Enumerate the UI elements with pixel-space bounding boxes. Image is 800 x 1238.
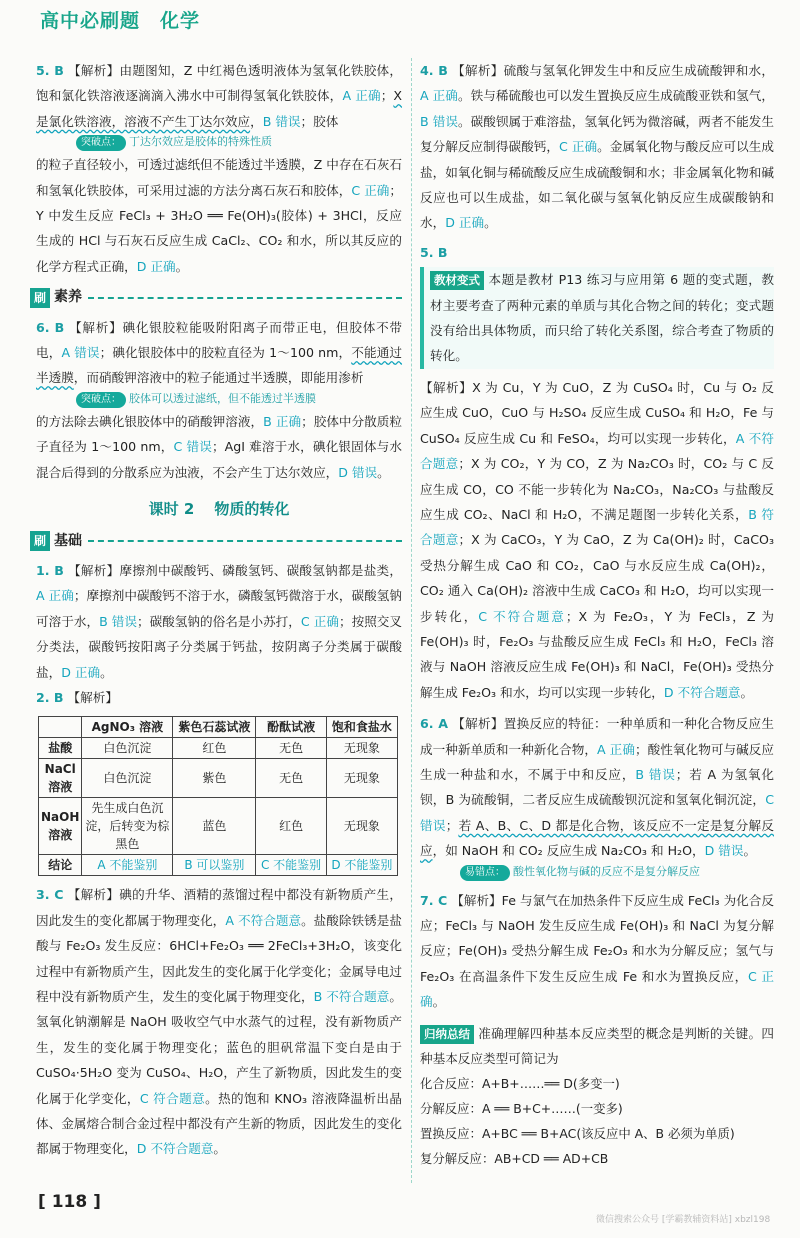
page-number: [ 118 ] xyxy=(38,1192,101,1212)
summary-box: 归纳总结 准确理解四种基本反应类型的概念是判断的关键。四种基本反应类型可简记为 化合反应：A+B+……══ D(多变一) 分解反应：A ══ B+C+……(一变多) 置换反应：A+BC ══ B+AC(该反应中 A、B 必须为单质) 复分解反应：AB+CD ══ AD+CB xyxy=(420,1021,774,1172)
answer-3: 3. C 【解析】碘的升华、酒精的蒸馏过程中都没有新物质产生，因此发生的变化都属于物理变化，A 不符合题意。盐酸除铁锈是盐酸与 Fe₂O₃ 发生反应：6HCl+Fe₂O₃ ══ 2FeCl₃+3H₂O，该变化过程中有新物质产生，因此发生的变化属于化学变化；金属导电过程中没有新物质产生，发生的变化属于物理变化，B 不符合题意。氢氧化钠潮解是 NaOH 吸收空气中水蒸气的过程，没有新物质产生，发生的变化属于物理变化；蓝色的胆矾常温下变白是由于 CuSO₄·5H₂O 变为 CuSO₄、H₂O，产生了新物质，因此发生的变化属于化学变化，C 符合题意。热的饱和 KNO₃ 溶液降温析出晶体、金属熔合制合金过程中都没有产生新的物质，因此发生的变化都属于物理变化，D 不符合题意。 xyxy=(36,887,403,1157)
lesson-title: 课时 2 物质的转化 xyxy=(148,500,290,519)
watermark: 微信搜索公众号 [学霸教辅资料站] xbzl198 xyxy=(596,1215,771,1225)
textbook-variant-box: 教材变式 本题是教材 P13 练习与应用第 6 题的变式题，教材主要考查了两种元素的单质与其化合物之间的转化；变式题没有给出具体物质，而只给了转化关系图，综合考查了物质的转化。 xyxy=(420,267,774,369)
table-row: NaOH 溶液 先生成白色沉淀，后转变为棕黑色 蓝色 红色 无现象 xyxy=(39,798,398,855)
answer-6-right: 6. A 【解析】置换反应的特征：一种单质和一种化合物反应生成一种新单质和一种新化合物，A 正确；酸性氧化物可与碱反应生成一种盐和水，不属于中和反应，B 错误；若 A 为氢氧化钡，B 为硫酸铜，二者反应生成硫酸钡沉淀和氢氧化铜沉淀，C 错误；若 A、B、C、D 都是化合物，该反应不一定是复分解反应，如 NaOH 和 CO₂ 反应生成 Na₂CO₃ 和 H₂O，D 错误。 易错点： 酸性氧化物与碱的反应不是复分解反应 xyxy=(420,711,774,881)
left-column xyxy=(36,58,402,1162)
answer-6: 6. B 【解析】碘化银胶粒能吸附阳离子而带正电，但胶体不带电，A 错误；碘化银胶体中的胶粒直径为 1～100 nm，不能通过半透膜，而硝酸钾溶液中的粒子能通过半透膜，即能用渗析 突破点： 胶体可以透过滤纸，但不能透过半透膜 的方法除去碘化银胶体中的硝酸钾溶液，B 正确；胶体中分散质粒子直径为 1～100 nm，C 错误；AgI 难溶于水，碘化银固体与水混合后得到的分散系应为浊液，不会产生丁达尔效应，D 错误。 xyxy=(36,319,403,480)
table-header-row: AgNO₃ 溶液 紫色石蕊试液 酚酞试液 饱和食盐水 xyxy=(39,717,398,738)
section-header-basics: 刷 基础 xyxy=(30,529,402,554)
reaction-displacement: 置换反应：A+BC ══ B+AC(该反应中 A、B 必须为单质) xyxy=(420,1126,735,1142)
answer-2: 2. B 【解析】 AgNO₃ 溶液 紫色石蕊试液 酚酞试液 饱和食盐水 盐酸 白色沉淀 红色 无色 无现象 NaCl 溶液 白色沉淀 紫色 无色 无现象 NaOH 溶液 先生成白色沉淀，后转变为棕黑色 蓝色 红色 无现象 结论 A 不能鉴别 B 可以鉴别 C 不能鉴别 D 不能鉴别 xyxy=(36,685,402,876)
page-title: 高中必刷题 化学 xyxy=(40,10,201,32)
reaction-double-displacement: 复分解反应：AB+CD ══ AD+CB xyxy=(420,1151,609,1167)
answer-7-right: 7. C 【解析】Fe 与氯气在加热条件下反应生成 FeCl₃ 为化合反应；FeCl₃ 与 NaOH 发生反应生成 Fe(OH)₃ 和 NaCl 为复分解反应；Fe(OH)₃ 受热分解生成 Fe₂O₃ 和水为分解反应；氢气与 Fe₂O₃ 在高温条件下发生反应生成 Fe 和水为置换反应，C 正确。 xyxy=(420,892,774,1010)
reagent-table xyxy=(38,716,398,876)
answer-4: 4. B 【解析】硫酸与氢氧化钾发生中和反应生成硫酸钾和水，A 正确。铁与稀硫酸也可以发生置换反应生成硫酸亚铁和氢气，B 错误。碳酸钡属于难溶盐，氢氧化钙为微溶碱，两者不能发生复分解反应制得碳酸钙，C 正确。金属氧化物与酸反应可以生成盐，如氧化铜与稀硫酸反应生成硫酸铜和水；非金属氧化物和碱反应也可以生成盐，如二氧化碳与氢氧化钠反应生成碳酸钠和水，D 正确。 xyxy=(420,63,775,231)
column-divider xyxy=(411,58,412,1183)
tip-note: 突破点： 胶体可以透过滤纸，但不能透过半透膜 xyxy=(76,389,402,409)
reaction-combination: 化合反应：A+B+……══ D(多变一) xyxy=(420,1076,620,1092)
answer-5: 5. B 【解析】由题图知，Z 中红褐色透明液体为氢氧化铁胶体，饱和氯化铁溶液逐滴滴入沸水中可制得氢氧化铁胶体，A 正确；X 是氯化铁溶液，溶液不产生丁达尔效应，B 错误；胶体 突破点： 丁达尔效应是胶体的特殊性质 的粒子直径较小，可透过滤纸但不能透过半透膜，Z 中存在石灰石和氢氧化铁胶体，可采用过滤的方法分离石灰石和胶体，C 正确；Y 中发生反应 FeCl₃ + 3H₂O ══ Fe(OH)₃(胶体) + 3HCl，反应生成的 HCl 与石灰石反应生成 CaCl₂、CO₂ 和水，所以其反应的化学方程式正确，D 正确。 xyxy=(36,63,403,274)
table-footer-row: 结论 A 不能鉴别 B 可以鉴别 C 不能鉴别 D 不能鉴别 xyxy=(39,855,398,876)
table-row: 盐酸 白色沉淀 红色 无色 无现象 xyxy=(39,738,398,759)
answer-5-right: 5. B 教材变式 本题是教材 P13 练习与应用第 6 题的变式题，教材主要考查了两种元素的单质与其化合物之间的转化；变式题没有给出具体物质，而只给了转化关系图，综合考查了物质的转化。 【解析】X 为 Cu，Y 为 CuO，Z 为 CuSO₄ 时，Cu 与 O₂ 反应生成 CuO，CuO 与 H₂SO₄ 反应生成 CuSO₄ 和 H₂O，Fe 与 CuSO₄ 反应生成 Cu 和 FeSO₄，均可以实现一步转化，A 不符合题意；X 为 CO₂，Y 为 CO，Z 为 Na₂CO₃ 时，CO₂ 与 C 反应生成 CO，CO 不能一步转化为 Na₂CO₃，Na₂CO₃ 与盐酸反应生成 CO₂、NaCl 和 H₂O，不满足题图一步转化关系，B 符合题意；X 为 CaCO₃，Y 为 CaO，Z 为 Ca(OH)₂ 时，CaCO₃ 受热分解生成 CaO 和 CO₂，CaO 与水反应生成 Ca(OH)₂，CO₂ 通入 Ca(OH)₂ 溶液中生成 CaCO₃ 和 H₂O，均可以实现一步转化，C 不符合题意；X 为 Fe₂O₃，Y 为 FeCl₃，Z 为 Fe(OH)₃ 时，Fe₂O₃ 与盐酸反应生成 FeCl₃ 和 H₂O，FeCl₃ 溶液与 NaOH 溶液反应生成 Fe(OH)₃ 和 NaCl，Fe(OH)₃ 受热分解生成 Fe₂O₃ 和水，均可以实现一步转化，D 不符合题意。 xyxy=(420,244,775,700)
answer-1: 1. B 【解析】摩擦剂中碳酸钙、磷酸氢钙、碳酸氢钠都是盐类，A 正确；摩擦剂中碳酸钙不溶于水，磷酸氢钙微溶于水，碳酸氢钠可溶于水，B 错误；碳酸氢钠的俗名是小苏打，C 正确；按照交叉分类法，碳酸钙按阳离子分类属于钙盐，按阴离子分类属于碳酸盐，D 正确。 xyxy=(36,562,403,680)
section-header-literacy: 刷 素养 xyxy=(30,285,402,310)
reaction-decomposition: 分解反应：A ══ B+C+……(一变多) xyxy=(420,1101,623,1117)
tip-note: 突破点： 丁达尔效应是胶体的特殊性质 xyxy=(76,132,402,152)
warning-note: 易错点： 酸性氧化物与碱的反应不是复分解反应 xyxy=(460,862,774,882)
right-column xyxy=(420,58,774,1171)
table-row: NaCl 溶液 白色沉淀 紫色 无色 无现象 xyxy=(39,759,398,798)
